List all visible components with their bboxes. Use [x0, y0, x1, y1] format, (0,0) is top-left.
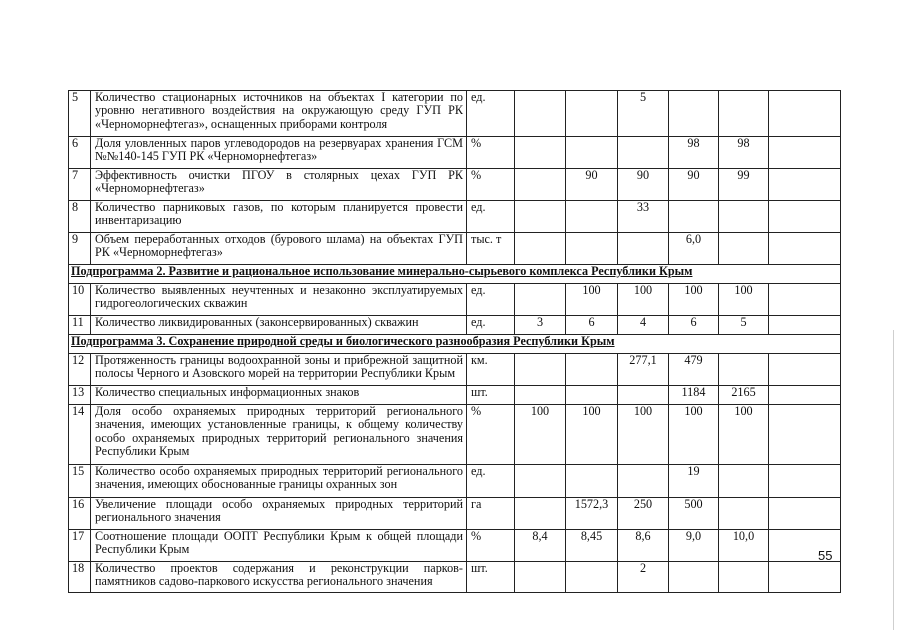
unit-cell: га	[467, 498, 515, 530]
value-cell	[669, 562, 719, 593]
value-cell	[566, 137, 618, 169]
indicator-name-cell: Доля уловленных паров углеводородов на резервуарах хранения ГСМ №№140-145 ГУП РК «Черноморнефтегаз»	[91, 137, 467, 169]
unit-cell: ед.	[467, 284, 515, 316]
value-cell	[769, 284, 841, 316]
value-cell: 90	[669, 169, 719, 201]
table-row	[69, 233, 841, 265]
table-row	[69, 465, 841, 498]
indicator-name-cell: Доля особо охраняемых природных территорий регионального значения, имеющих установленные границы, к общему количеству особо охраняемых природных территорий регионального значения Республики Крым	[91, 405, 467, 465]
indicator-name-cell: Протяженность границы водоохранной зоны и прибрежной защитной полосы Черного и Азовского морей на территории Республики Крым	[91, 354, 467, 386]
value-cell: 100	[719, 405, 769, 465]
row-number-cell: 17	[69, 530, 91, 562]
value-cell	[566, 354, 618, 386]
table-row	[69, 201, 841, 233]
section-title: Подпрограмма 2. Развитие и рациональное использование минерально-сырьевого комплекса Республики Крым	[69, 265, 841, 284]
value-cell	[769, 169, 841, 201]
value-cell	[515, 354, 566, 386]
section-row	[69, 335, 841, 354]
value-cell	[719, 465, 769, 498]
value-cell	[566, 201, 618, 233]
value-cell	[515, 386, 566, 405]
table-row	[69, 354, 841, 386]
value-cell	[618, 465, 669, 498]
value-cell	[769, 316, 841, 335]
value-cell: 277,1	[618, 354, 669, 386]
value-cell	[719, 201, 769, 233]
value-cell	[669, 201, 719, 233]
value-cell	[515, 169, 566, 201]
indicator-name-cell: Количество выявленных неучтенных и незаконно эксплуатируемых гидрогеологических скважин	[91, 284, 467, 316]
value-cell: 90	[618, 169, 669, 201]
value-cell: 6	[566, 316, 618, 335]
value-cell	[719, 498, 769, 530]
value-cell: 1184	[669, 386, 719, 405]
value-cell	[566, 91, 618, 137]
value-cell: 3	[515, 316, 566, 335]
value-cell: 1572,3	[566, 498, 618, 530]
value-cell	[566, 562, 618, 593]
unit-cell: км.	[467, 354, 515, 386]
value-cell	[515, 91, 566, 137]
value-cell: 100	[618, 284, 669, 316]
value-cell: 6	[669, 316, 719, 335]
value-cell	[515, 137, 566, 169]
value-cell	[769, 562, 841, 593]
unit-cell: ед.	[467, 465, 515, 498]
unit-cell: тыс. т	[467, 233, 515, 265]
table-row	[69, 316, 841, 335]
indicator-name-cell: Количество специальных информационных знаков	[91, 386, 467, 405]
row-number-cell: 18	[69, 562, 91, 593]
unit-cell: %	[467, 137, 515, 169]
row-number-cell: 9	[69, 233, 91, 265]
row-number-cell: 7	[69, 169, 91, 201]
value-cell: 98	[719, 137, 769, 169]
value-cell: 98	[669, 137, 719, 169]
row-number-cell: 13	[69, 386, 91, 405]
value-cell: 33	[618, 201, 669, 233]
row-number-cell: 5	[69, 91, 91, 137]
value-cell	[769, 354, 841, 386]
value-cell	[719, 233, 769, 265]
value-cell	[515, 498, 566, 530]
value-cell	[515, 465, 566, 498]
unit-cell: ед.	[467, 201, 515, 233]
value-cell: 90	[566, 169, 618, 201]
value-cell: 6,0	[669, 233, 719, 265]
value-cell: 99	[719, 169, 769, 201]
row-number-cell: 16	[69, 498, 91, 530]
scan-edge-line	[893, 330, 894, 630]
value-cell: 100	[669, 405, 719, 465]
value-cell: 100	[719, 284, 769, 316]
value-cell	[769, 233, 841, 265]
value-cell: 500	[669, 498, 719, 530]
unit-cell: ед.	[467, 91, 515, 137]
table-row	[69, 284, 841, 316]
value-cell	[769, 405, 841, 465]
value-cell	[769, 386, 841, 405]
row-number-cell: 12	[69, 354, 91, 386]
indicators-table	[68, 90, 841, 593]
indicator-name-cell: Количество ликвидированных (законсервированных) скважин	[91, 316, 467, 335]
value-cell	[515, 233, 566, 265]
indicator-name-cell: Объем переработанных отходов (бурового шлама) на объектах ГУП РК «Черноморнефтегаз»	[91, 233, 467, 265]
value-cell	[618, 386, 669, 405]
value-cell: 2165	[719, 386, 769, 405]
value-cell	[769, 91, 841, 137]
table-row	[69, 386, 841, 405]
value-cell: 19	[669, 465, 719, 498]
table-row	[69, 498, 841, 530]
value-cell	[769, 465, 841, 498]
value-cell	[769, 201, 841, 233]
table-row	[69, 91, 841, 137]
value-cell	[618, 233, 669, 265]
value-cell	[669, 91, 719, 137]
value-cell: 100	[618, 405, 669, 465]
value-cell	[719, 91, 769, 137]
table-row	[69, 137, 841, 169]
unit-cell: %	[467, 169, 515, 201]
indicator-name-cell: Увеличение площади особо охраняемых природных территорий регионального значения	[91, 498, 467, 530]
table-row	[69, 405, 841, 465]
value-cell: 5	[719, 316, 769, 335]
value-cell	[618, 137, 669, 169]
value-cell: 8,6	[618, 530, 669, 562]
row-number-cell: 8	[69, 201, 91, 233]
value-cell: 4	[618, 316, 669, 335]
page-number: 55	[818, 548, 833, 563]
row-number-cell: 11	[69, 316, 91, 335]
value-cell: 5	[618, 91, 669, 137]
row-number-cell: 14	[69, 405, 91, 465]
unit-cell: ед.	[467, 316, 515, 335]
table-row	[69, 530, 841, 562]
value-cell: 479	[669, 354, 719, 386]
value-cell	[566, 465, 618, 498]
indicator-name-cell: Соотношение площади ООПТ Республики Крым к общей площади Республики Крым	[91, 530, 467, 562]
row-number-cell: 10	[69, 284, 91, 316]
value-cell: 100	[566, 284, 618, 316]
table-row	[69, 169, 841, 201]
value-cell	[515, 562, 566, 593]
section-row	[69, 265, 841, 284]
section-title: Подпрограмма 3. Сохранение природной среды и биологического разнообразия Республики Крым	[69, 335, 841, 354]
table-row	[69, 562, 841, 593]
value-cell	[515, 284, 566, 316]
value-cell	[515, 201, 566, 233]
value-cell: 250	[618, 498, 669, 530]
value-cell	[719, 562, 769, 593]
indicator-name-cell: Количество стационарных источников на объектах I категории по уровню негативного воздействия на окружающую среду ГУП РК «Черноморнефтегаз», оснащенных приборами контроля	[91, 91, 467, 137]
value-cell	[769, 498, 841, 530]
unit-cell: шт.	[467, 562, 515, 593]
row-number-cell: 6	[69, 137, 91, 169]
value-cell: 9,0	[669, 530, 719, 562]
value-cell: 100	[566, 405, 618, 465]
value-cell	[769, 137, 841, 169]
value-cell: 8,4	[515, 530, 566, 562]
indicator-name-cell: Количество проектов содержания и реконструкции парков-памятников садово-паркового искусства регионального значения	[91, 562, 467, 593]
value-cell	[719, 354, 769, 386]
indicator-name-cell: Количество парниковых газов, по которым планируется провести инвентаризацию	[91, 201, 467, 233]
indicator-name-cell: Количество особо охраняемых природных территорий регионального значения, имеющих обоснованные границы охранных зон	[91, 465, 467, 498]
value-cell: 8,45	[566, 530, 618, 562]
row-number-cell: 15	[69, 465, 91, 498]
value-cell: 100	[515, 405, 566, 465]
value-cell: 2	[618, 562, 669, 593]
value-cell: 100	[669, 284, 719, 316]
unit-cell: %	[467, 405, 515, 465]
unit-cell: %	[467, 530, 515, 562]
value-cell: 10,0	[719, 530, 769, 562]
unit-cell: шт.	[467, 386, 515, 405]
value-cell	[566, 386, 618, 405]
value-cell	[566, 233, 618, 265]
indicator-name-cell: Эффективность очистки ПГОУ в столярных цехах ГУП РК «Черноморнефтегаз»	[91, 169, 467, 201]
